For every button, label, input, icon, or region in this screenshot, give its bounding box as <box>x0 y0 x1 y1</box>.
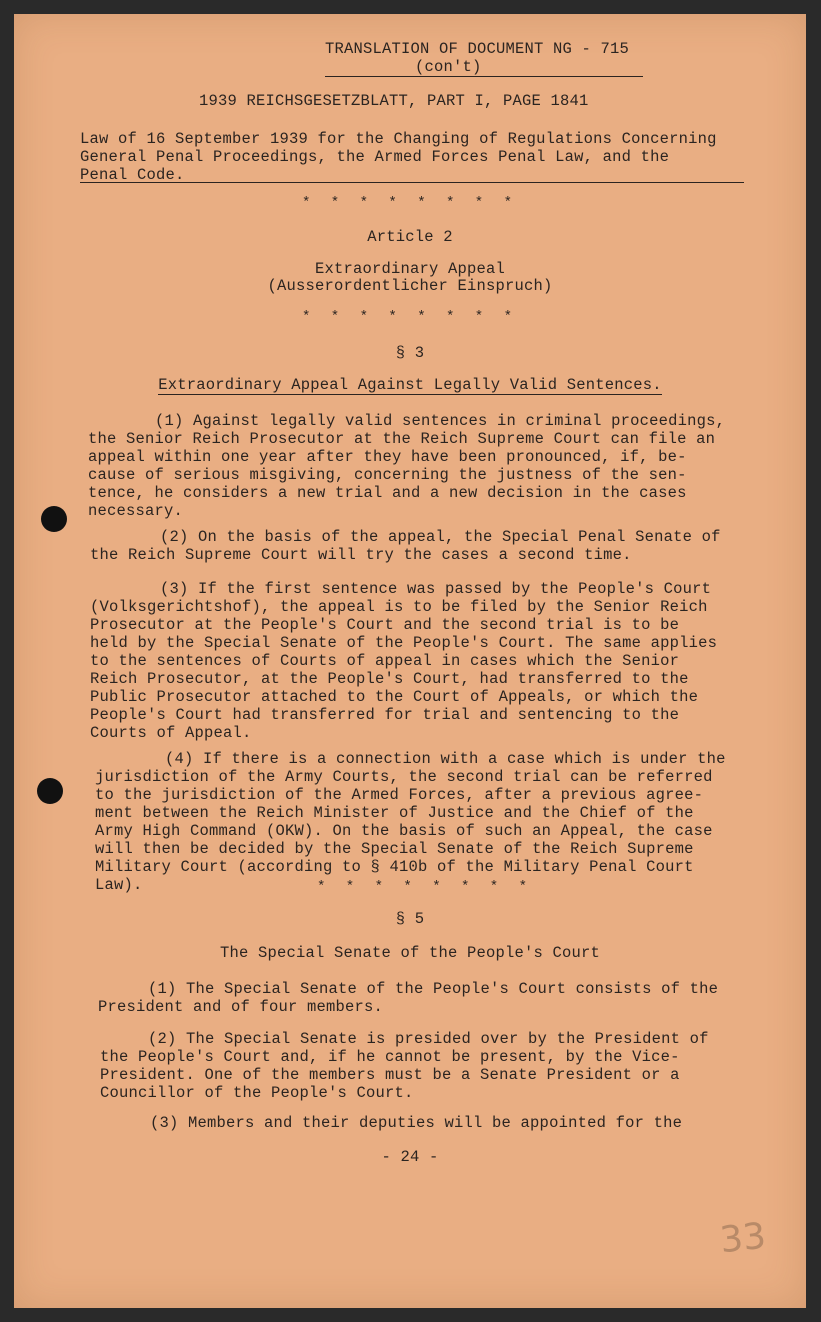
article-heading: Article 2 <box>367 228 453 246</box>
article-name: Extraordinary Appeal <box>314 260 506 278</box>
paragraph-line: President and of four members. <box>98 998 384 1016</box>
paragraph-line: the Reich Supreme Court will try the cases a second time. <box>90 546 632 564</box>
section-heading: The Special Senate of the People's Court <box>219 944 601 962</box>
paragraph-line: ment between the Reich Minister of Justice and the Chief of the <box>95 804 694 822</box>
separator-stars: * * * * * * * * <box>301 309 519 325</box>
paragraph-line: to the jurisdiction of the Armed Forces, after a previous agree- <box>95 786 704 804</box>
section-heading: Extraordinary Appeal Against Legally Valid Sentences. <box>158 376 662 394</box>
paragraph-line: will then be decided by the Special Senate of the Reich Supreme <box>95 840 694 858</box>
paragraph-line: (3) Members and their deputies will be appointed for the <box>150 1114 683 1132</box>
document-subtitle: (con't) <box>415 58 482 76</box>
document-title: TRANSLATION OF DOCUMENT NG - 715 <box>325 40 630 58</box>
paragraph-line: (2) The Special Senate is presided over by the President of <box>148 1030 709 1048</box>
paragraph-line: appeal within one year after they have been pronounced, if, be- <box>88 448 687 466</box>
paragraph-line: the People's Court and, if he cannot be present, by the Vice- <box>100 1048 680 1066</box>
paragraph-line: necessary. <box>88 502 184 520</box>
punch-hole <box>41 506 67 532</box>
paragraph-line: (2) On the basis of the appeal, the Special Penal Senate of <box>160 528 721 546</box>
source-reference: 1939 REICHSGESETZBLATT, PART I, PAGE 1841 <box>199 92 589 110</box>
separator-stars: * * * * * * * * <box>301 195 519 211</box>
paragraph-line: (1) The Special Senate of the People's Court consists of the <box>148 980 719 998</box>
separator-stars: * * * * * * * * <box>316 879 534 895</box>
paragraph-line: the Senior Reich Prosecutor at the Reich Supreme Court can file an <box>88 430 716 448</box>
paragraph-line: (Volksgerichtshof), the appeal is to be filed by the Senior Reich <box>90 598 708 616</box>
paragraph-line: tence, he considers a new trial and a new decision in the cases <box>88 484 687 502</box>
paragraph-line: Prosecutor at the People's Court and the second trial is to be <box>90 616 680 634</box>
paragraph-line: jurisdiction of the Army Courts, the second trial can be referred <box>95 768 713 786</box>
paragraph-line: cause of serious misgiving, concerning the justness of the sen- <box>88 466 687 484</box>
paragraph-line: (4) If there is a connection with a case which is under the <box>165 750 726 768</box>
paragraph-line: (3) If the first sentence was passed by the People's Court <box>160 580 712 598</box>
section-symbol: § 3 <box>395 344 425 362</box>
paragraph-line: Public Prosecutor attached to the Court of Appeals, or which the <box>90 688 699 706</box>
paragraph-line: President. One of the members must be a Senate President or a <box>100 1066 680 1084</box>
paragraph-line: Law). <box>95 876 143 894</box>
paragraph-line: Army High Command (OKW). On the basis of such an Appeal, the case <box>95 822 713 840</box>
law-title-rule <box>80 182 744 183</box>
paragraph-line: (1) Against legally valid sentences in criminal proceedings, <box>155 412 726 430</box>
paragraph-line: People's Court had transferred for trial and sentencing to the <box>90 706 680 724</box>
punch-hole <box>37 778 63 804</box>
section-symbol: § 5 <box>395 910 425 928</box>
law-title-line: General Penal Proceedings, the Armed Forces Penal Law, and the <box>80 148 670 166</box>
law-title-line: Law of 16 September 1939 for the Changing of Regulations Concerning <box>80 130 717 148</box>
law-title-line: Penal Code. <box>80 166 185 184</box>
handwritten-page-number: 33 <box>717 1215 768 1262</box>
paragraph-line: Reich Prosecutor, at the People's Court, had transferred to the <box>90 670 689 688</box>
paragraph-line: Military Court (according to § 410b of the Military Penal Court <box>95 858 694 876</box>
paragraph-line: Courts of Appeal. <box>90 724 252 742</box>
paragraph-line: to the sentences of Courts of appeal in cases which the Senior <box>90 652 680 670</box>
document-page <box>14 14 806 1308</box>
paragraph-line: held by the Special Senate of the People's Court. The same applies <box>90 634 718 652</box>
article-name-german: (Ausserordentlicher Einspruch) <box>267 277 553 295</box>
paragraph-line: Councillor of the People's Court. <box>100 1084 414 1102</box>
title-underline <box>325 76 643 77</box>
page-number: - 24 - <box>381 1148 439 1166</box>
